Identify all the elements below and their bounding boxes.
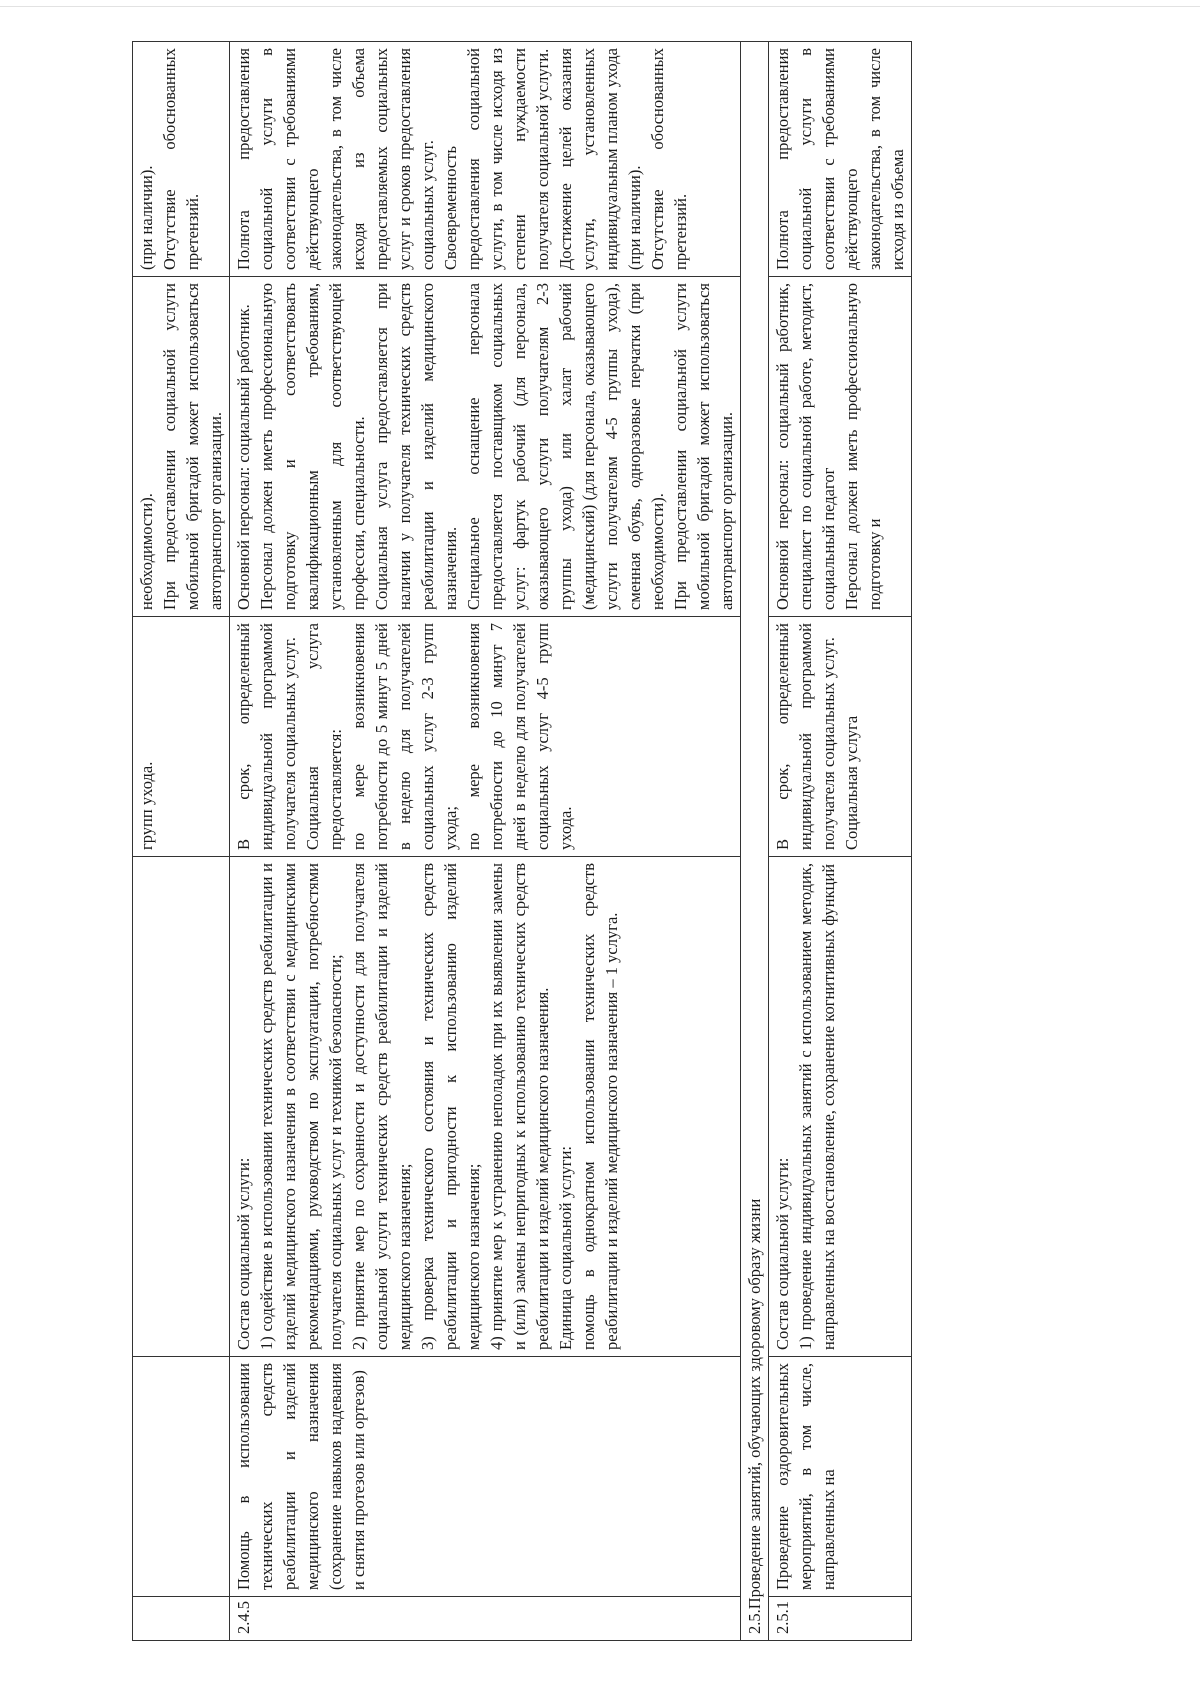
- cell-name: Проведение оздоровительных мероприятий, в том числе, направленных на: [769, 1357, 912, 1597]
- cell-indicators: (при наличии). Отсутствие обоснованных претензий.: [133, 42, 230, 277]
- cell-num: 2.5.1: [769, 1597, 912, 1641]
- cell-composition: Состав социальной услуги: 1) проведение индивидуальных занятий с использованием методик, направленных на восстановление, сохранение когнитивных функций: [769, 857, 912, 1357]
- cell-term: В срок, определенный индивидуальной программой получателя социальных услуг. Социальная услуга предоставляется: по мере возникновения потребности до 5 минут 5 дней в неделю для получателей социальных услуг 2-3 групп ухода; по мере возникновения потребности до 10 минут 7 дней в неделю для получателей социальных услуг 4-5 групп ухода.: [230, 617, 741, 857]
- cell-num: 2.4.5: [230, 1597, 741, 1641]
- cell-name: [133, 1357, 230, 1597]
- cell-indicators: Полнота предоставления социальной услуги в соответствии с требованиями действующего законодательства, в том числе исходя из объема: [769, 42, 912, 277]
- section-heading: 2.5.Проведение занятий, обучающих здоровому образу жизни: [741, 42, 769, 1641]
- table-row-2-5-1: [769, 42, 912, 1641]
- cell-conditions: Основной персонал: социальный работник, специалист по социальной работе, методист, социальный педагог Персонал должен иметь профессиональную подготовку и: [769, 277, 912, 617]
- cell-term: групп ухода.: [133, 617, 230, 857]
- cell-composition: Состав социальной услуги: 1) содействие в использовании технических средств реабилитации и изделий медицинского назначения в соответствии с медицинскими рекомендациями, руководством по эксплуатации, потребностями получателя социальных услуг и техникой безопасности; 2) принятие мер по сохранности и доступности для получателя социальной услуги технических средств реабилитации и изделий медицинского назначения; 3) проверка технического состояния и технических средств реабилитации и пригодности к использованию изделий медицинского назначения; 4) принятие мер к устранению неполадок при их выявлении замены и (или) замены непригодных к использованию технических средств реабилитации и изделий медицинского назначения. Единица социальной услуги: помощь в однократном использовании технических средств реабилитации и изделий медицинского назначения – 1 услуга.: [230, 857, 741, 1357]
- cell-conditions: Основной персонал: социальный работник. Персонал должен иметь профессиональную подготовку и соответствовать квалификационным требованиям, установленным для соответствующей профессии, специальности. Социальная услуга предоставляется при наличии у получателя технических средств реабилитации и изделий медицинского назначения. Специальное оснащение персонала предоставляется поставщиком социальных услуг: фартук рабочий (для персонала, оказывающего услуги получателям 2-3 группы ухода) или халат рабочий (медицинский) (для персонала, оказывающего услуги получателям 4-5 группы ухода), сменная обувь, одноразовые перчатки (при необходимости). При предоставлении социальной услуги мобильной бригадой может использоваться автотранспорт организации.: [230, 277, 741, 617]
- cell-name: Помощь в использовании технических средств реабилитации и изделий медицинского назначения (сохранение навыков надевания и снятия протезов или ортезов): [230, 1357, 741, 1597]
- section-heading-row: [741, 42, 769, 1641]
- table-row-continuation: [133, 42, 230, 1641]
- cell-term: В срок, определенный индивидуальной программой получателя социальных услуг. Социальная услуга: [769, 617, 912, 857]
- services-table: [132, 41, 912, 1641]
- cell-conditions: необходимости). При предоставлении социальной услуги мобильной бригадой может использоваться автотранспорт организации.: [133, 277, 230, 617]
- cell-num: [133, 1597, 230, 1641]
- cell-composition: [133, 857, 230, 1357]
- table-row-2-4-5: [230, 42, 741, 1641]
- cell-indicators: Полнота предоставления социальной услуги в соответствии с требованиями действующего законодательства, в том числе исходя из объема предоставляемых социальных услуг и сроков предоставления социальных услуг. Своевременность предоставления социальной услуги, в том числе исходя из степени нуждаемости получателя социальной услуги. Достижение целей оказания услуги, установленных индивидуальным планом ухода (при наличии). Отсутствие обоснованных претензий.: [230, 42, 741, 277]
